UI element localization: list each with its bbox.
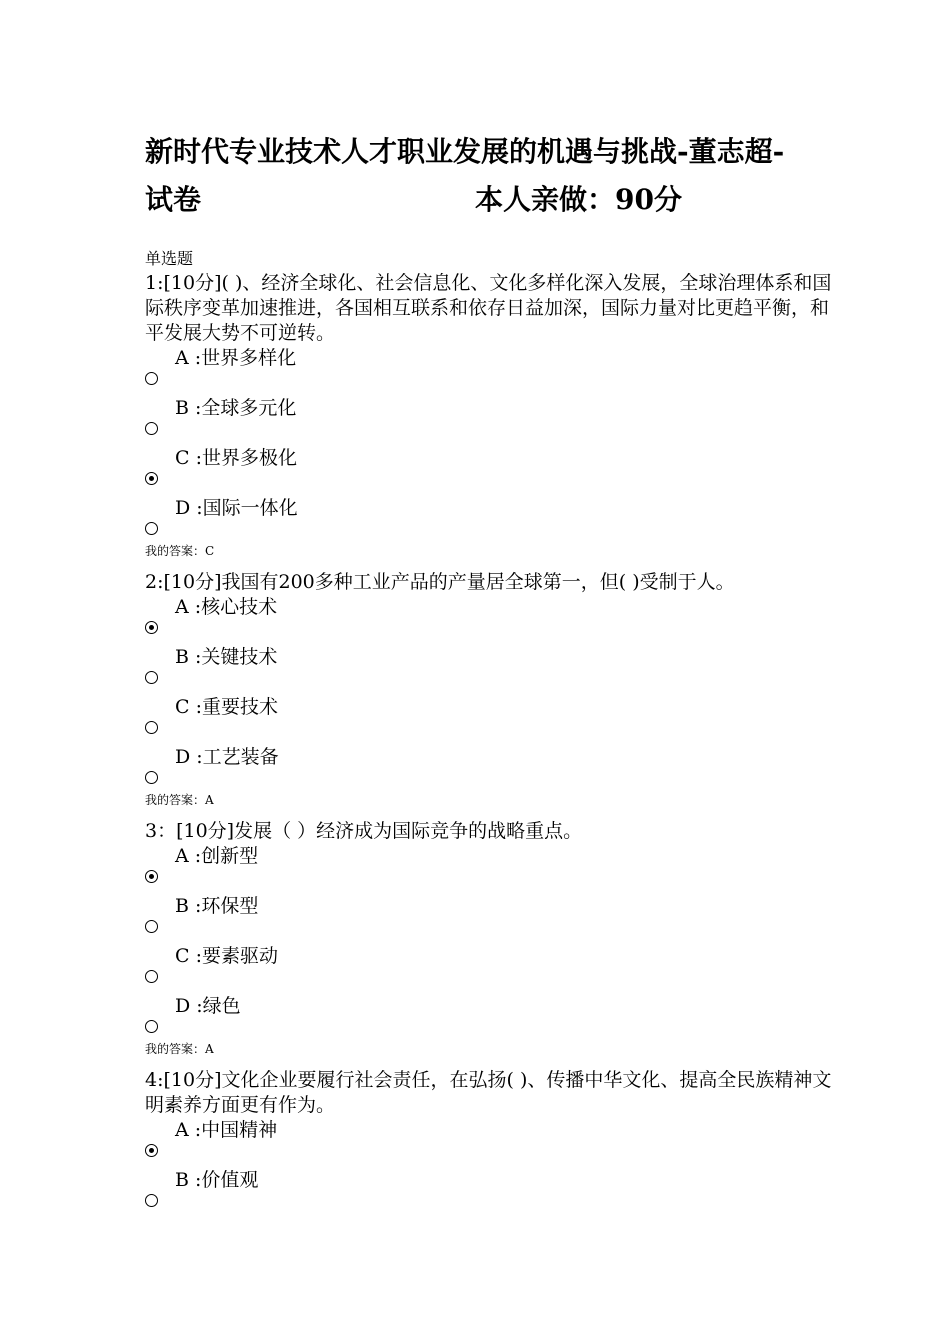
radio-button[interactable] xyxy=(145,422,158,435)
option-label: C :世界多极化 xyxy=(175,447,297,469)
option-b[interactable] xyxy=(145,396,835,446)
radio-button[interactable] xyxy=(145,372,158,385)
radio-button-selected[interactable] xyxy=(145,1144,158,1157)
option-d[interactable] xyxy=(145,994,835,1044)
radio-button-selected[interactable] xyxy=(145,870,158,883)
option-label: B :环保型 xyxy=(175,895,259,917)
question-text: 4:[10分]文化企业要履行社会责任，在弘扬( )、传播中华文化、提高全民族精神文明素养方面更有作为。 xyxy=(145,1069,832,1116)
option-label: A :创新型 xyxy=(175,845,259,867)
option-label: B :价值观 xyxy=(175,1169,259,1191)
radio-button[interactable] xyxy=(145,671,158,684)
option-label: D :国际一体化 xyxy=(175,497,298,519)
option-b[interactable] xyxy=(145,645,835,695)
option-c[interactable] xyxy=(145,944,835,994)
option-label: B :全球多元化 xyxy=(175,397,297,419)
radio-button[interactable] xyxy=(145,920,158,933)
option-label: C :重要技术 xyxy=(175,696,278,718)
option-a[interactable] xyxy=(145,346,835,396)
document-title-line2 xyxy=(145,180,845,220)
my-answer: 我的答案：C xyxy=(145,544,215,558)
question-2 xyxy=(145,570,835,809)
question-1 xyxy=(145,271,835,560)
question-text: 2:[10分]我国有200多种工业产品的产量居全球第一，但( )受制于人。 xyxy=(145,571,735,593)
question-4 xyxy=(145,1068,835,1218)
radio-button-selected[interactable] xyxy=(145,621,158,634)
option-label: D :绿色 xyxy=(175,995,241,1017)
option-b[interactable] xyxy=(145,894,835,944)
score-note: 本人亲做：90分 xyxy=(475,183,682,216)
radio-button[interactable] xyxy=(145,1194,158,1207)
my-answer: 我的答案：A xyxy=(145,1042,214,1056)
option-label: A :世界多样化 xyxy=(175,347,297,369)
option-d[interactable] xyxy=(145,745,835,795)
radio-button[interactable] xyxy=(145,771,158,784)
radio-button[interactable] xyxy=(145,522,158,535)
option-a[interactable] xyxy=(145,1118,835,1168)
option-label: C :要素驱动 xyxy=(175,945,278,967)
radio-button[interactable] xyxy=(145,721,158,734)
option-a[interactable] xyxy=(145,595,835,645)
question-text: 1:[10分]( )、经济全球化、社会信息化、文化多样化深入发展，全球治理体系和国际秩序变革加速推进，各国相互联系和依存日益加深，国际力量对比更趋平衡，和平发展大势不可逆转。 xyxy=(145,272,832,344)
section-label: 单选题 xyxy=(145,249,194,268)
option-label: D :工艺装备 xyxy=(175,746,279,768)
option-label: A :核心技术 xyxy=(175,596,278,618)
radio-button[interactable] xyxy=(145,1020,158,1033)
question-3 xyxy=(145,819,835,1058)
option-c[interactable] xyxy=(145,446,835,496)
option-d[interactable] xyxy=(145,496,835,546)
document-title: 新时代专业技术人才职业发展的机遇与挑战-董志超- xyxy=(145,135,785,168)
option-label: B :关键技术 xyxy=(175,646,278,668)
radio-button[interactable] xyxy=(145,970,158,983)
option-a[interactable] xyxy=(145,844,835,894)
option-label: A :中国精神 xyxy=(175,1119,278,1141)
question-text: 3：[10分]发展（ ）经济成为国际竞争的战略重点。 xyxy=(145,820,583,842)
my-answer: 我的答案：A xyxy=(145,793,214,807)
radio-button-selected[interactable] xyxy=(145,472,158,485)
option-c[interactable] xyxy=(145,695,835,745)
document-title-suffix: 试卷 xyxy=(145,183,202,216)
option-b[interactable] xyxy=(145,1168,835,1218)
